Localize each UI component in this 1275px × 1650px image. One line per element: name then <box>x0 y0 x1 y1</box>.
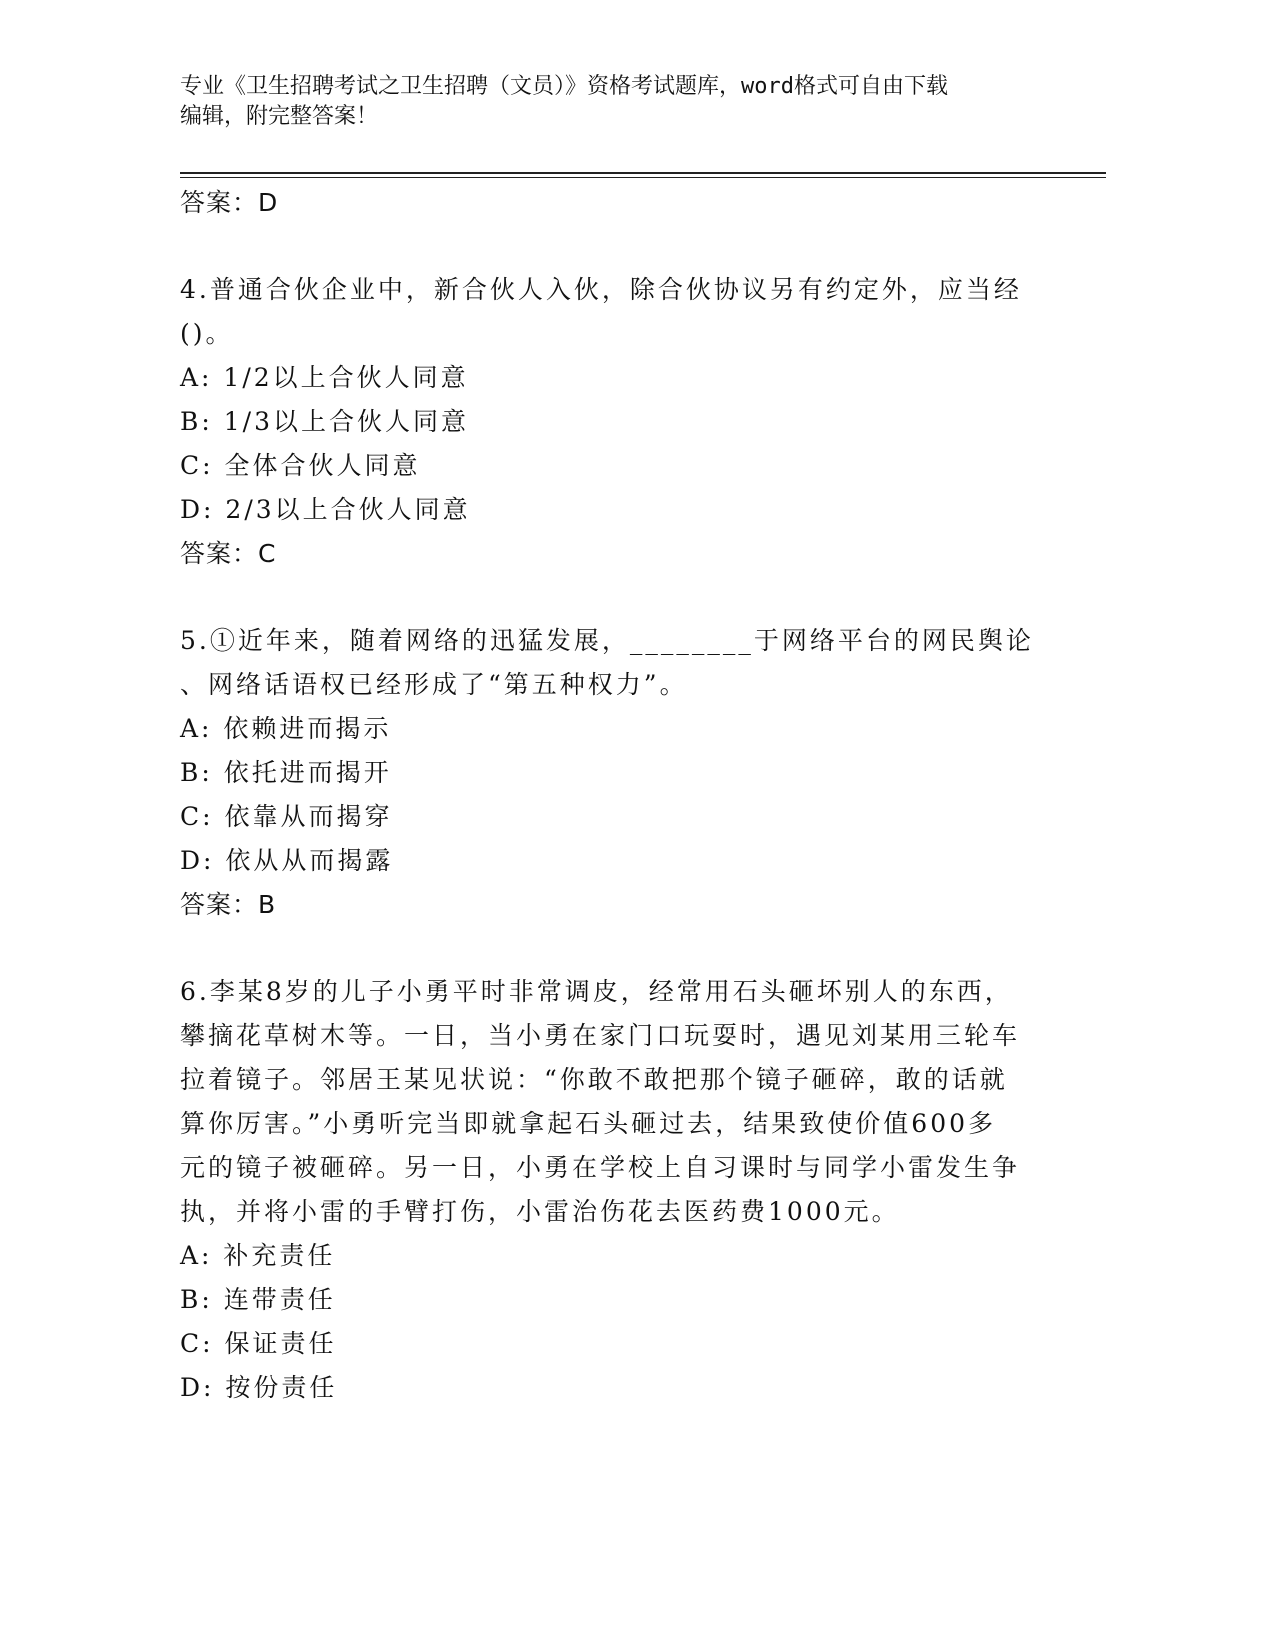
question-5-option-b: B: 依托进而揭开 <box>180 758 392 787</box>
question-6 <box>180 970 1060 1410</box>
question-6-stem-line-1: 6.李某8岁的儿子小勇平时非常调皮，经常用石头砸坏别人的东西， <box>180 977 1013 1006</box>
previous-answer: 答案：D <box>180 188 279 217</box>
question-4-stem-line-2: ()。 <box>180 319 234 348</box>
question-5-stem-line-1: 5.①近年来，随着网络的迅猛发展，________于网络平台的网民舆论 <box>180 626 1034 655</box>
question-6-option-b: B: 连带责任 <box>180 1285 336 1314</box>
document-body <box>180 181 1060 1410</box>
question-6-stem-line-2: 攀摘花草树木等。一日，当小勇在家门口玩耍时，遇见刘某用三轮车 <box>180 1021 1021 1050</box>
question-5-option-c: C: 依靠从而揭穿 <box>180 802 393 831</box>
question-6-option-a: A: 补充责任 <box>180 1241 336 1270</box>
question-4-answer: 答案：C <box>180 539 277 568</box>
header-line-2: 编辑，附完整答案！ <box>180 104 379 129</box>
question-6-option-d: D: 按份责任 <box>180 1373 338 1402</box>
header-rule-thick <box>180 172 1106 174</box>
header-rule-thin <box>180 177 1106 178</box>
question-6-stem-line-6: 执，并将小雷的手臂打伤，小雷治伤花去医药费1000元。 <box>180 1197 900 1226</box>
spacer <box>180 576 1060 619</box>
question-4-stem-line-1: 4.普通合伙企业中，新合伙人入伙，除合伙协议另有约定外，应当经 <box>180 275 1022 304</box>
page-header <box>180 72 1040 132</box>
question-4-option-b: B: 1/3以上合伙人同意 <box>180 407 469 436</box>
header-line-1: 专业《卫生招聘考试之卫生招聘（文员）》资格考试题库，word格式可自由下载 <box>180 74 948 99</box>
question-6-option-c: C: 保证责任 <box>180 1329 337 1358</box>
question-5 <box>180 619 1060 927</box>
spacer <box>180 225 1060 268</box>
question-4-option-a: A: 1/2以上合伙人同意 <box>180 363 469 392</box>
question-5-answer: 答案：B <box>180 890 277 919</box>
question-6-stem-line-5: 元的镜子被砸碎。另一日，小勇在学校上自习课时与同学小雷发生争 <box>180 1153 1021 1182</box>
question-4-option-c: C: 全体合伙人同意 <box>180 451 421 480</box>
question-6-stem-line-4: 算你厉害。”小勇听完当即就拿起石头砸过去，结果致使价值600多 <box>180 1109 997 1138</box>
question-6-stem-line-3: 拉着镜子。邻居王某见状说：“你敢不敢把那个镜子砸碎，敢的话就 <box>180 1065 1008 1094</box>
question-4-option-d: D: 2/3以上合伙人同意 <box>180 495 471 524</box>
question-5-option-d: D: 依从从而揭露 <box>180 846 394 875</box>
question-4 <box>180 268 1060 576</box>
question-5-stem-line-2: 、网络话语权已经形成了“第五种权力”。 <box>180 670 688 699</box>
spacer <box>180 927 1060 970</box>
question-5-option-a: A: 依赖进而揭示 <box>180 714 392 743</box>
